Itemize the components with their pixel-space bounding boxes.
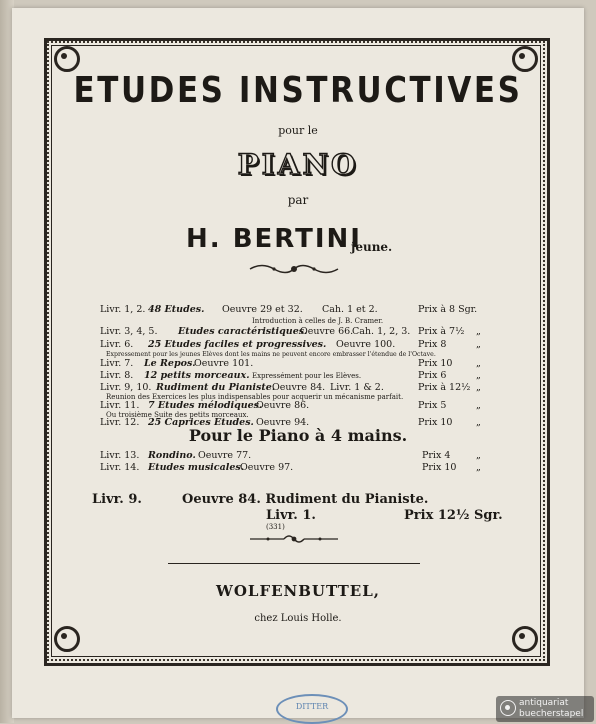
- publisher-name: chez Louis Holle.: [254, 613, 342, 624]
- price: Prix 6: [418, 370, 447, 381]
- entry-note: Introduction à celles de J. B. Cramer.: [252, 317, 384, 325]
- library-stamp: DITTER: [276, 694, 348, 724]
- watermark-logo-icon: [500, 700, 516, 716]
- divider-rule: [168, 563, 420, 564]
- price-ditto: „: [476, 382, 481, 393]
- corner-ornament-bottom-right: [512, 626, 538, 652]
- composer-suffix: jeune.: [351, 240, 393, 254]
- entry-note: Expressement pour les jeunes Elèves dont les mains ne peuvent encore embrasser l'étendue de l'Octave.: [106, 351, 436, 358]
- section-heading-four-hands: Pour le Piano à 4 mains.: [188, 426, 408, 445]
- price: Prix 10: [418, 358, 453, 369]
- price-ditto: „: [476, 370, 481, 381]
- price-ditto: „: [476, 462, 481, 473]
- price-ditto: „: [476, 417, 481, 428]
- featured-work: Oeuvre 84. Rudiment du Pianiste.: [182, 492, 429, 507]
- watermark: [496, 696, 594, 722]
- entry-note: Expressément pour les Elèves.: [252, 372, 362, 380]
- price-ditto: „: [476, 358, 481, 369]
- composer-name: H. BERTINI: [186, 224, 362, 254]
- corner-ornament-bottom-left: [54, 626, 80, 652]
- entry-note: Ou troisième Suite des petits morceaux.: [106, 411, 249, 419]
- corner-ornament-top-left: [54, 46, 80, 72]
- price: Prix à 8 Sgr.: [418, 304, 478, 315]
- price: Prix 4: [422, 450, 451, 461]
- pour-le-label: pour le: [278, 124, 318, 137]
- watermark-line-1: antiquariat: [519, 698, 569, 708]
- corner-ornament-top-right: [512, 46, 538, 72]
- instrument-title: PIANO: [237, 148, 359, 181]
- price: Prix 5: [418, 400, 447, 411]
- price-ditto: „: [476, 400, 481, 411]
- price: Prix 8: [418, 339, 447, 350]
- flourish-ornament: [248, 262, 340, 276]
- flourish-ornament: [248, 533, 340, 545]
- watermark-line-2: buecherstapel: [519, 709, 584, 719]
- price-ditto: „: [476, 339, 481, 350]
- featured-price: Prix 12½ Sgr.: [404, 508, 503, 523]
- price: Prix à 7½: [418, 326, 465, 337]
- entry-note: Reunion des Exercices les plus indispensables pour acquerir un mécanisme parfait.: [106, 393, 404, 401]
- price: Prix à 12½: [418, 382, 471, 393]
- price: Prix 10: [422, 462, 457, 473]
- price-ditto: „: [476, 326, 481, 337]
- featured-part: Livr. 1.: [266, 508, 316, 523]
- par-label: par: [287, 193, 309, 207]
- page-title: ETUDES INSTRUCTIVES: [73, 70, 523, 111]
- featured-livr: Livr. 9.: [92, 492, 142, 507]
- price-ditto: „: [476, 450, 481, 461]
- publisher-city: WOLFENBUTTEL,: [215, 582, 380, 600]
- price: Prix 10: [418, 417, 453, 428]
- plate-number: (331): [266, 523, 285, 531]
